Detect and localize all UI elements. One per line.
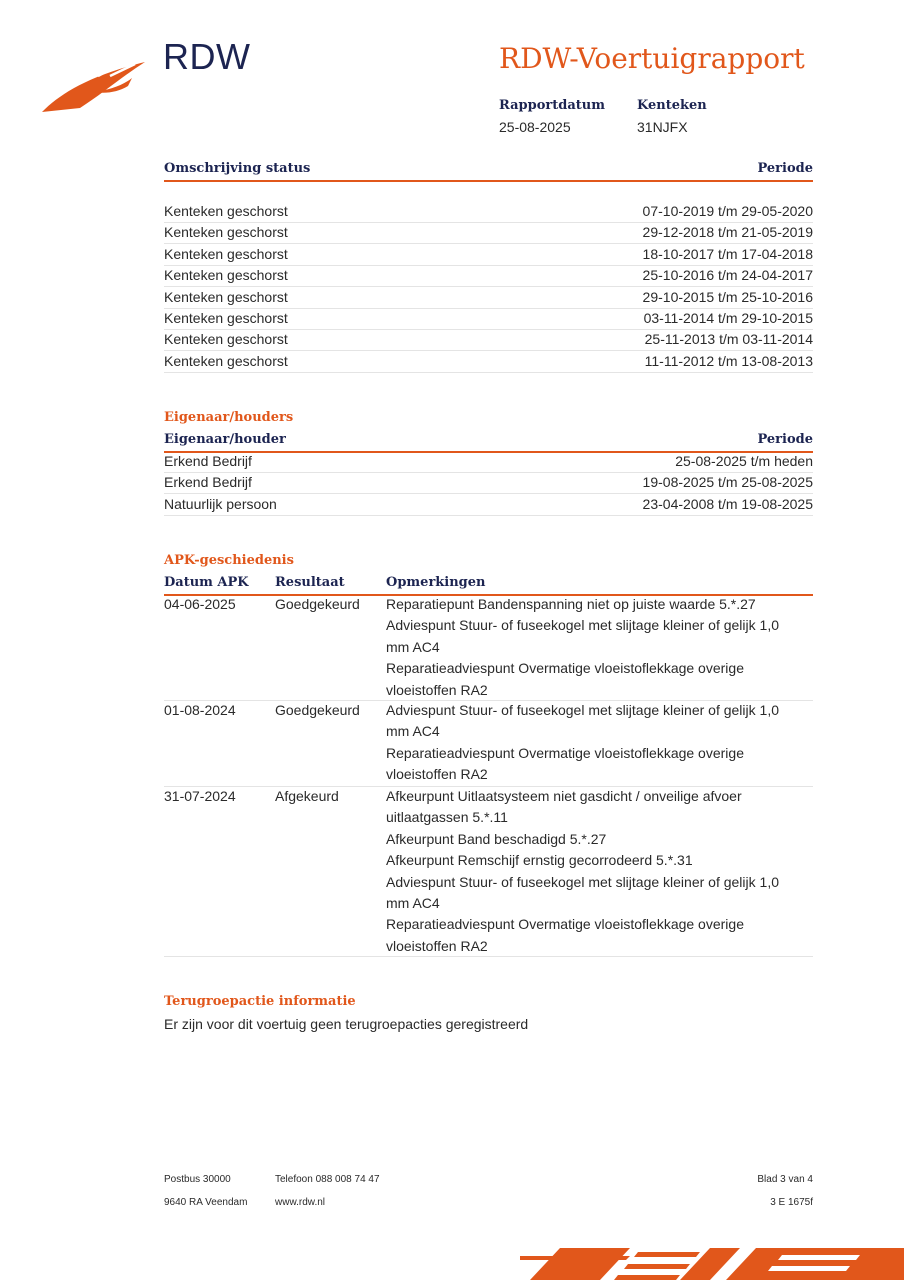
status-period: 07-10-2019 t/m 29-05-2020 bbox=[642, 203, 813, 219]
apk-result: Goedgekeurd bbox=[275, 596, 360, 612]
apk-result: Goedgekeurd bbox=[275, 702, 360, 718]
apk-remark: Afkeurpunt Band beschadigd 5.*.27 bbox=[386, 830, 607, 847]
table-row bbox=[164, 451, 813, 473]
table-row bbox=[164, 265, 813, 287]
rdw-logo-icon bbox=[40, 56, 150, 116]
apk-remark: Reparatieadviespunt Overmatige vloeistoflekkage overige vloeistoffen RA2 bbox=[386, 744, 744, 783]
status-period: 18-10-2017 t/m 17-04-2018 bbox=[642, 245, 813, 262]
table-row bbox=[164, 329, 813, 351]
owners-col-period: Periode bbox=[757, 432, 813, 447]
status-description: Kenteken geschorst bbox=[164, 331, 288, 348]
apk-col-date: Datum APK bbox=[164, 575, 249, 590]
apk-remark: Adviespunt Stuur- of fuseekogel met slijtage kleiner of gelijk 1,0 mm AC4 bbox=[386, 617, 779, 655]
status-description: Kenteken geschorst bbox=[164, 203, 288, 219]
owner-period: 23-04-2008 t/m 19-08-2025 bbox=[642, 495, 813, 512]
apk-remark: Adviespunt Stuur- of fuseekogel met slijtage kleiner of gelijk 1,0 mm AC4 bbox=[386, 702, 779, 740]
apk-remark: Afkeurpunt Uitlaatsysteem niet gasdicht / onveilige afvoer uitlaatgassen 5.*.11 bbox=[386, 788, 742, 826]
report-date-value: 25-08-2025 bbox=[499, 119, 571, 135]
apk-result: Afgekeurd bbox=[275, 788, 339, 804]
footer-website: www.rdw.nl bbox=[275, 1197, 326, 1208]
status-period: 29-12-2018 t/m 21-05-2019 bbox=[642, 224, 813, 241]
apk-remarks bbox=[386, 594, 786, 701]
apk-remark: Reparatieadviespunt Overmatige vloeistoflekkage overige vloeistoffen RA2 bbox=[386, 916, 744, 954]
recall-section-title: Terugroepactie informatie bbox=[164, 994, 356, 1009]
apk-remarks bbox=[386, 700, 786, 786]
owner-name: Erkend Bedrijf bbox=[164, 474, 252, 491]
status-description: Kenteken geschorst bbox=[164, 224, 288, 241]
status-period: 25-11-2013 t/m 03-11-2014 bbox=[644, 331, 813, 348]
apk-section-title: APK-geschiedenis bbox=[164, 553, 294, 568]
table-row bbox=[164, 494, 813, 516]
footer-phone: Telefoon 088 008 74 47 bbox=[275, 1174, 380, 1185]
apk-remark: Reparatiepunt Bandenspanning niet op juiste waarde 5.*.27 bbox=[386, 596, 756, 612]
footer-city: 9640 RA Veendam bbox=[164, 1197, 248, 1208]
apk-table-header bbox=[164, 572, 813, 596]
apk-date: 04-06-2025 bbox=[164, 596, 236, 612]
plate-label: Kenteken bbox=[637, 98, 707, 113]
table-row bbox=[164, 201, 813, 223]
owner-period: 25-08-2025 t/m heden bbox=[675, 453, 813, 469]
table-row bbox=[164, 594, 813, 701]
decorative-stripes-icon bbox=[520, 1244, 904, 1280]
owner-name: Natuurlijk persoon bbox=[164, 495, 277, 512]
owners-col-owner: Eigenaar/houder bbox=[164, 432, 286, 447]
table-row bbox=[164, 244, 813, 266]
status-period: 25-10-2016 t/m 24-04-2017 bbox=[642, 267, 813, 284]
status-period: 03-11-2014 t/m 29-10-2015 bbox=[643, 310, 813, 326]
table-row bbox=[164, 351, 813, 373]
owner-name: Erkend Bedrijf bbox=[164, 453, 252, 469]
apk-remark: Afkeurpunt Remschijf ernstig gecorrodeerd 5.*.31 bbox=[386, 852, 693, 869]
status-description: Kenteken geschorst bbox=[164, 352, 288, 369]
table-row bbox=[164, 786, 813, 957]
report-title: RDW-Voertuigrapport bbox=[499, 42, 805, 75]
report-date-label: Rapportdatum bbox=[499, 98, 605, 113]
status-period: 29-10-2015 t/m 25-10-2016 bbox=[642, 288, 813, 305]
plate-value: 31NJFX bbox=[637, 119, 688, 135]
table-row bbox=[164, 700, 813, 787]
status-description: Kenteken geschorst bbox=[164, 267, 288, 284]
status-description: Kenteken geschorst bbox=[164, 310, 288, 326]
table-row bbox=[164, 222, 813, 244]
apk-remark: Reparatieadviespunt Overmatige vloeistoflekkage overige vloeistoffen RA2 bbox=[386, 660, 744, 698]
logo-text: RDW bbox=[163, 36, 251, 77]
apk-col-remarks: Opmerkingen bbox=[386, 575, 486, 590]
status-description: Kenteken geschorst bbox=[164, 288, 288, 305]
footer-page: Blad 3 van 4 bbox=[757, 1174, 813, 1185]
owner-period: 19-08-2025 t/m 25-08-2025 bbox=[642, 474, 813, 491]
table-row bbox=[164, 472, 813, 494]
owners-table-header bbox=[164, 429, 813, 453]
status-col-description: Omschrijving status bbox=[164, 161, 311, 176]
owners-section-title: Eigenaar/houders bbox=[164, 410, 294, 425]
recall-text: Er zijn voor dit voertuig geen terugroepacties geregistreerd bbox=[164, 1016, 529, 1032]
apk-date: 01-08-2024 bbox=[164, 702, 236, 718]
status-col-period: Periode bbox=[757, 161, 813, 176]
status-description: Kenteken geschorst bbox=[164, 245, 288, 262]
footer-postbus: Postbus 30000 bbox=[164, 1174, 231, 1185]
apk-col-result: Resultaat bbox=[275, 575, 345, 590]
table-row bbox=[164, 308, 813, 330]
apk-remark: Adviespunt Stuur- of fuseekogel met slijtage kleiner of gelijk 1,0 mm AC4 bbox=[386, 873, 779, 912]
status-period: 11-11-2012 t/m 13-08-2013 bbox=[644, 352, 813, 369]
apk-remarks bbox=[386, 786, 786, 957]
table-row bbox=[164, 287, 813, 309]
apk-date: 31-07-2024 bbox=[164, 788, 236, 804]
status-table-header bbox=[164, 158, 813, 182]
footer-code: 3 E 1675f bbox=[770, 1197, 813, 1208]
